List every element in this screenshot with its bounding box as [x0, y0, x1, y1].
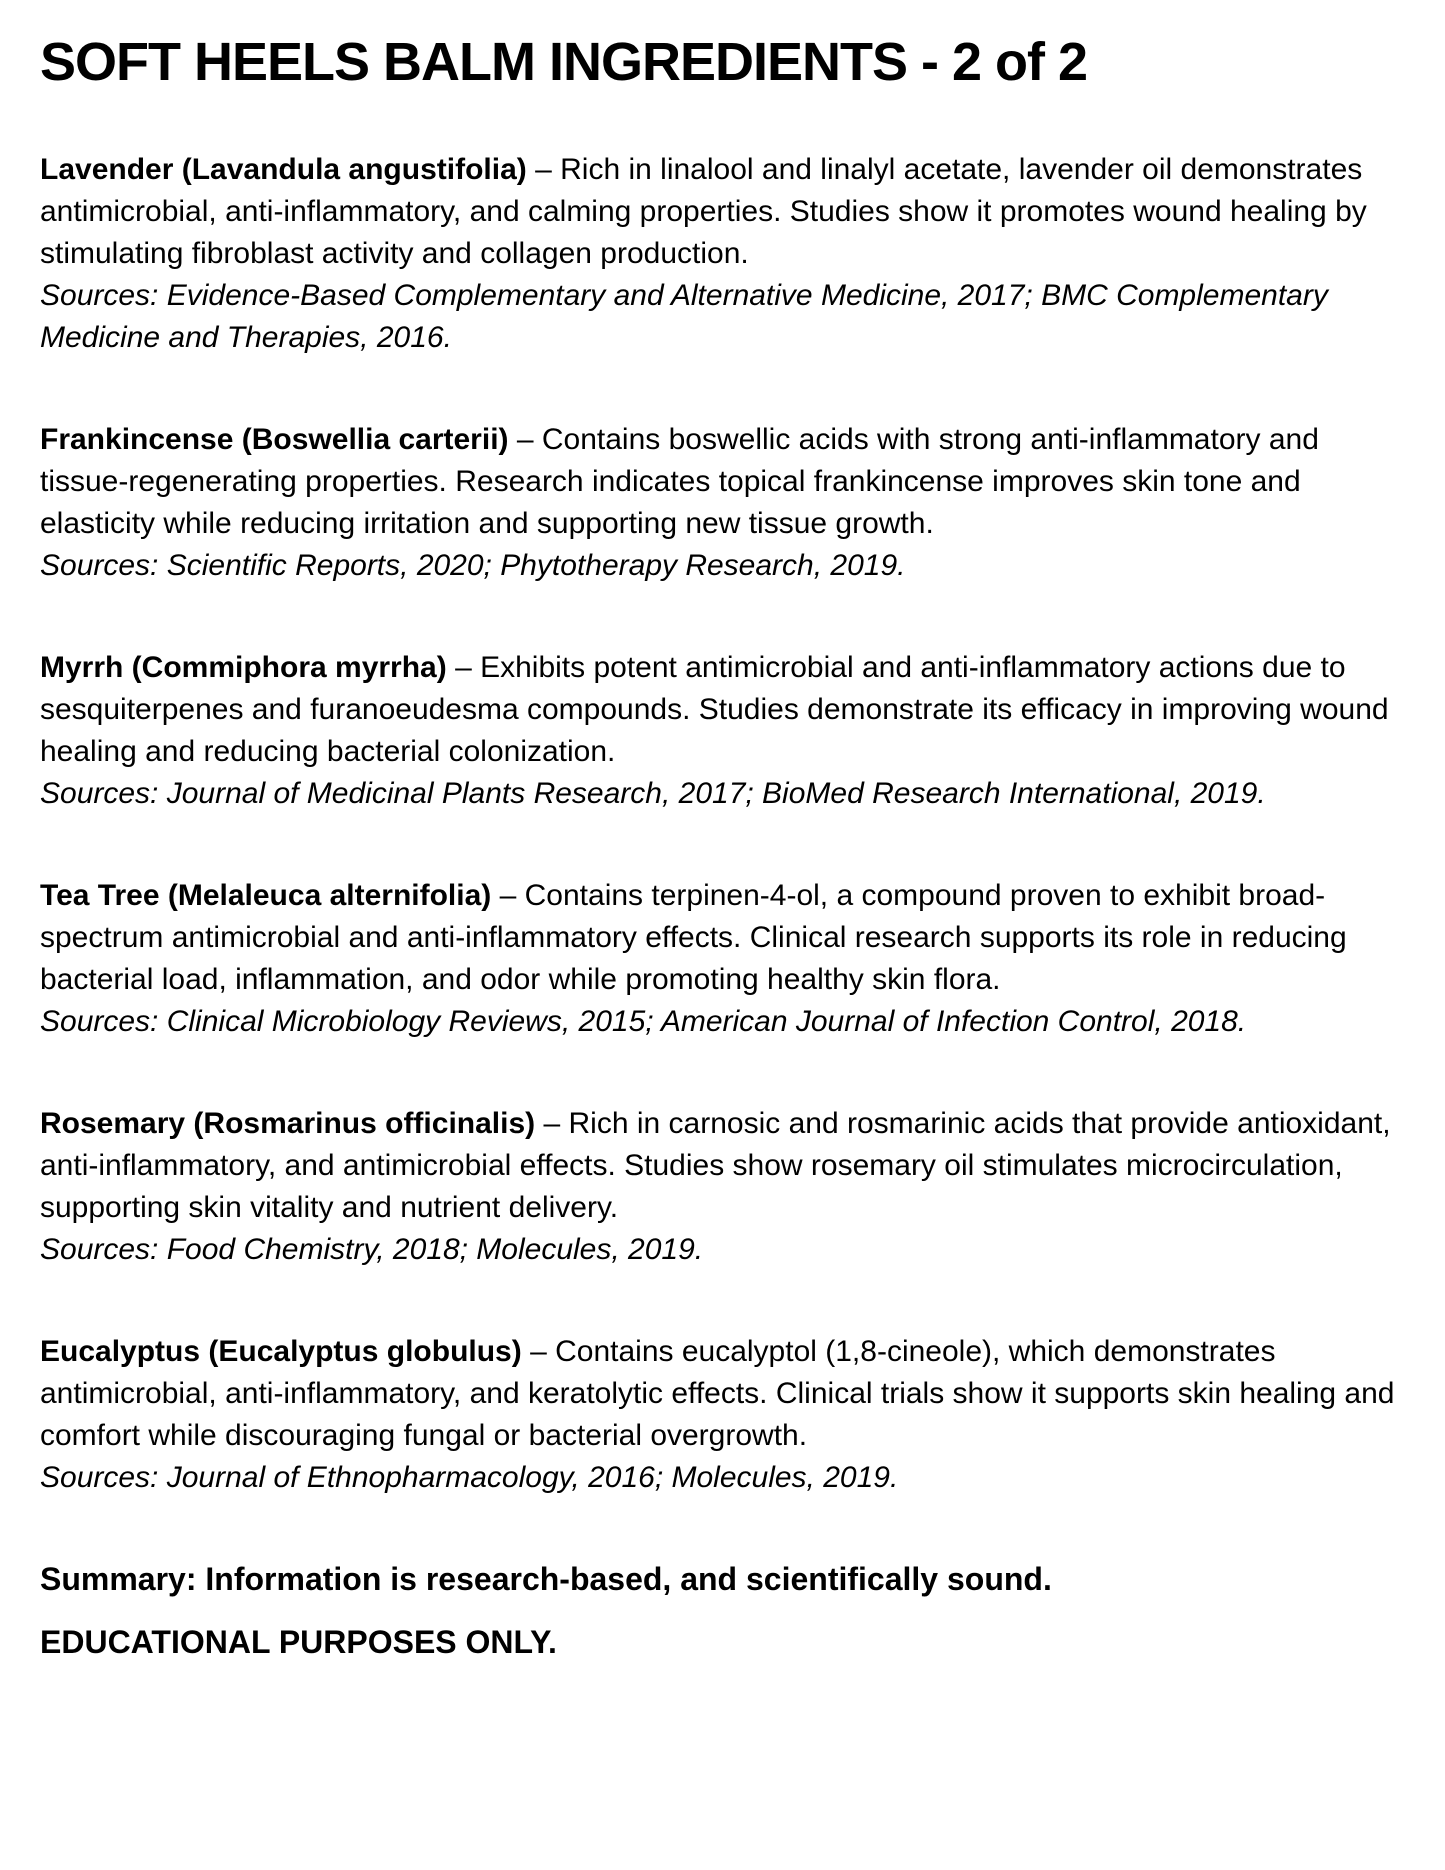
ingredient-section-rosemary [40, 1103, 1405, 1271]
ingredient-description: – Contains boswellic acids with strong anti-inflammatory and tissue-regenerating properties. Research indicates topical frankincense improves skin tone and elasticity while reducing irritation and supporting new tissue growth. [40, 422, 1319, 540]
ingredient-sources: Sources: Food Chemistry, 2018; Molecules, 2019. [40, 1232, 704, 1266]
disclaimer-text: EDUCATIONAL PURPOSES ONLY. [40, 1624, 557, 1661]
ingredient-description: – Exhibits potent antimicrobial and anti-inflammatory actions due to sesquiterpenes and furanoeudesma compounds. Studies demonstrate its efficacy in improving wound healing and reducing bacterial colonization. [40, 650, 1389, 768]
ingredient-sources: Sources: Journal of Ethnopharmacology, 2016; Molecules, 2019. [40, 1460, 899, 1494]
ingredient-section-lavender [40, 149, 1405, 359]
ingredient-sources: Sources: Journal of Medicinal Plants Research, 2017; BioMed Research International, 2019. [40, 776, 1266, 810]
ingredient-sources: Sources: Clinical Microbiology Reviews, 2015; American Journal of Infection Control, 2018. [40, 1004, 1247, 1038]
page-title: SOFT HEELS BALM INGREDIENTS - 2 of 2 [40, 32, 1088, 92]
ingredient-description: – Rich in carnosic and rosmarinic acids that provide antioxidant, anti-inflammatory, and antimicrobial effects. Studies show rosemary oil stimulates microcirculation, supporting skin vitality and nutrient delivery. [40, 1106, 1391, 1224]
ingredient-section-tea-tree [40, 875, 1405, 1043]
ingredient-description: – Contains eucalyptol (1,8-cineole), which demonstrates antimicrobial, anti-inflammatory, and keratolytic effects. Clinical trials show it supports skin healing and comfort while discouraging fungal or bacterial overgrowth. [40, 1334, 1395, 1452]
ingredient-section-myrrh [40, 647, 1405, 815]
ingredient-section-frankincense [40, 419, 1405, 587]
ingredient-name: Lavender (Lavandula angustifolia) [40, 152, 527, 186]
ingredient-name: Rosemary (Rosmarinus officinalis) [40, 1106, 536, 1140]
summary-text: Summary: Information is research-based, and scientifically sound. [40, 1560, 1052, 1597]
ingredient-section-eucalyptus [40, 1331, 1405, 1499]
ingredient-name: Myrrh (Commiphora myrrha) [40, 650, 447, 684]
ingredient-sources: Sources: Scientific Reports, 2020; Phytotherapy Research, 2019. [40, 548, 906, 582]
ingredient-name: Eucalyptus (Eucalyptus globulus) [40, 1334, 522, 1368]
ingredient-sources: Sources: Evidence-Based Complementary and Alternative Medicine, 2017; BMC Complementary Medicine and Therapies, 2016. [40, 278, 1328, 354]
ingredient-name: Frankincense (Boswellia carterii) [40, 422, 509, 456]
ingredient-description: – Rich in linalool and linalyl acetate, lavender oil demonstrates antimicrobial, anti-inflammatory, and calming properties. Studies show it promotes wound healing by stimulating fibroblast activity and collagen production. [40, 152, 1367, 270]
ingredient-name: Tea Tree (Melaleuca alternifolia) [40, 878, 492, 912]
ingredient-description: – Contains terpinen-4-ol, a compound proven to exhibit broad-spectrum antimicrobial and anti-inflammatory effects. Clinical research supports its role in reducing bacterial load, inflammation, and odor while promoting healthy skin flora. [40, 878, 1347, 996]
